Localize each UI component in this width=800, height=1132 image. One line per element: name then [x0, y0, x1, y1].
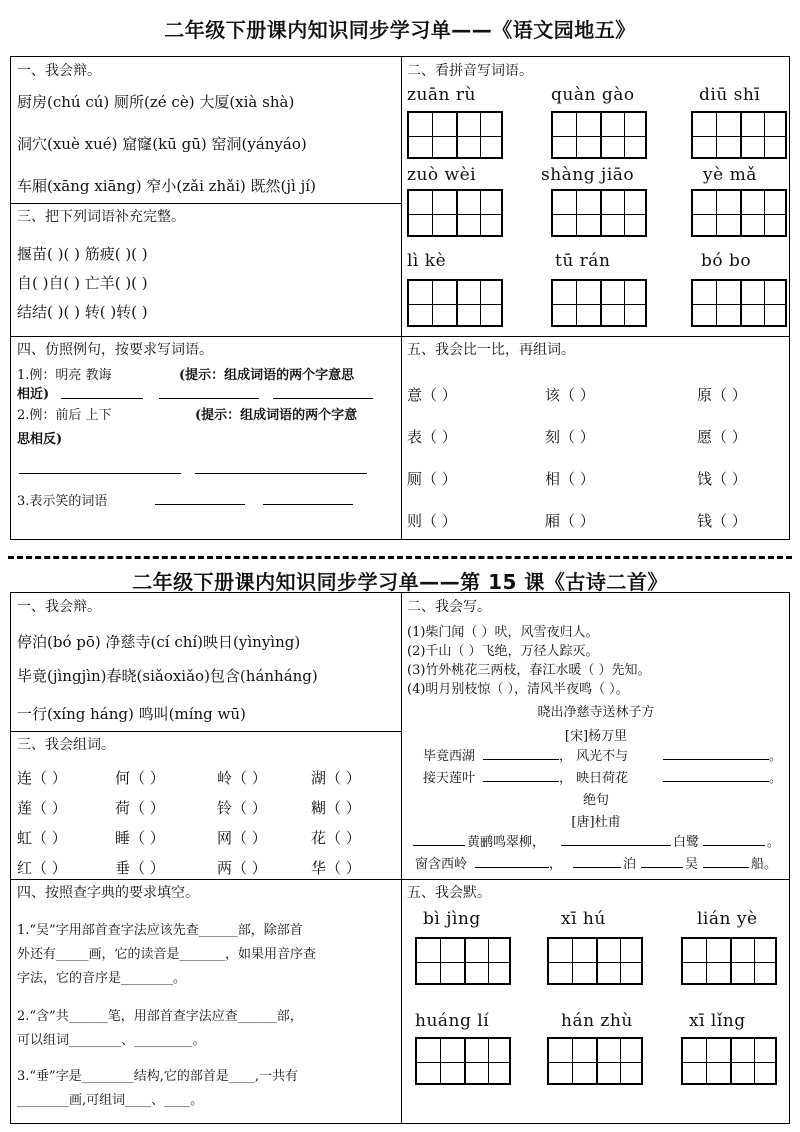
word-item: 红（ ）: [17, 859, 67, 877]
writing-box[interactable]: [415, 1037, 511, 1085]
pronunciation-line: 毕竟(jìngjìn)春晓(siǎoxiǎo)包含(hánháng): [17, 667, 318, 685]
writing-box[interactable]: [551, 111, 647, 159]
example-1: 1.例：明亮 教诲: [17, 368, 112, 383]
pinyin-prompt: tū rán: [555, 251, 611, 271]
poem-line: 黄鹂鸣翠柳，: [467, 835, 546, 850]
poem-line: 窗含西岭: [415, 857, 468, 872]
sheet1-grid: [10, 56, 790, 540]
writing-box[interactable]: [407, 189, 503, 237]
fill-line: 结结( )( ) 转( )转( ): [17, 303, 148, 321]
answer-line[interactable]: [475, 867, 549, 868]
pinyin-prompt: bó bo: [701, 251, 752, 271]
period: 。: [769, 771, 783, 786]
pinyin-prompt: zuān rù: [407, 85, 476, 105]
compare-item: 该（ ）: [545, 386, 595, 404]
poem-line: 船。: [751, 857, 778, 872]
poem-line: 毕竟西湖: [423, 749, 476, 764]
pinyin-prompt: quàn gào: [551, 85, 635, 105]
compare-item: 愿（ ）: [697, 428, 747, 446]
section-heading: 二、我会写。: [407, 599, 491, 615]
compare-item: 相（ ）: [545, 470, 595, 488]
writing-box[interactable]: [407, 111, 503, 159]
compare-item: 刻（ ）: [545, 428, 595, 446]
word-item: 铃（ ）: [217, 799, 267, 817]
sheet1-section-2: [401, 57, 791, 336]
dictionary-question: 1.“吴”字用部首查字法应该先查______部，除部首: [17, 923, 303, 938]
dictionary-question: 2.“含”共______笔，用部首查字法应查______部，: [17, 1009, 303, 1024]
compare-item: 钱（ ）: [697, 512, 747, 530]
period: 。: [769, 749, 783, 764]
word-item: 连（ ）: [17, 769, 67, 787]
writing-box[interactable]: [681, 937, 777, 985]
section-heading: 五、我会比一比，再组词。: [407, 342, 575, 358]
word-item: 湖（ ）: [311, 769, 361, 787]
answer-line[interactable]: [413, 845, 465, 846]
example-2-hint: (提示：组成词语的两个字意: [195, 408, 358, 423]
answer-line[interactable]: [19, 473, 181, 474]
word-item: 垂（ ）: [115, 859, 165, 877]
pronunciation-line: 一行(xíng háng) 鸣叫(míng wū): [17, 705, 246, 723]
period: 。: [767, 835, 781, 850]
pinyin-prompt: lián yè: [697, 909, 758, 929]
compare-item: 厢（ ）: [545, 512, 595, 530]
answer-line[interactable]: [195, 473, 367, 474]
dictionary-question: 3.“垂”字是________结构,它的部首是____,一共有: [17, 1069, 298, 1084]
word-item: 莲（ ）: [17, 799, 67, 817]
cut-line: [8, 556, 792, 559]
answer-line[interactable]: [273, 398, 373, 399]
poem-line: ， 风光不与: [559, 749, 629, 764]
poem-line: 吴: [685, 857, 699, 872]
writing-box[interactable]: [691, 111, 787, 159]
answer-line[interactable]: [483, 759, 559, 760]
pronunciation-line: 洞穴(xuè xué) 窟窿(kū gū) 窑洞(yányáo): [17, 135, 307, 153]
word-item: 两（ ）: [217, 859, 267, 877]
poem-line: 白鹭: [673, 835, 700, 850]
item-3: 3.表示笑的词语: [17, 494, 108, 509]
section-heading: 二、看拼音写词语。: [407, 63, 533, 79]
sheet2-grid: [10, 592, 790, 1124]
writing-box[interactable]: [415, 937, 511, 985]
pinyin-prompt: yè mǎ: [703, 165, 757, 185]
pinyin-prompt: huáng lí: [415, 1011, 490, 1031]
writing-box[interactable]: [691, 279, 787, 327]
section-heading: 四、按照查字典的要求填空。: [17, 885, 199, 901]
poem-title: 晓出净慈寺送林子方: [537, 705, 655, 720]
word-item: 华（ ）: [311, 859, 361, 877]
fill-line: 自( )自( ) 亡羊( )( ): [17, 274, 148, 292]
example-1-hint: 相近): [17, 387, 50, 402]
writing-box[interactable]: [407, 279, 503, 327]
poem-author: [宋]杨万里: [564, 729, 628, 744]
example-2-hint: 思相反): [17, 432, 63, 447]
poem-fill: (1)柴门闻（ ）吠，风雪夜归人。: [407, 625, 599, 640]
pinyin-prompt: bì jìng: [423, 909, 481, 929]
compare-item: 饯（ ）: [697, 470, 747, 488]
answer-line[interactable]: [263, 504, 353, 505]
word-item: 何（ ）: [115, 769, 165, 787]
writing-box[interactable]: [551, 189, 647, 237]
poem-author: [唐]杜甫: [571, 815, 621, 830]
answer-line[interactable]: [573, 867, 621, 868]
compare-item: 则（ ）: [407, 512, 457, 530]
word-item: 糊（ ）: [311, 799, 361, 817]
word-item: 荷（ ）: [115, 799, 165, 817]
answer-line[interactable]: [159, 398, 259, 399]
example-1-hint: (提示：组成词语的两个字意思: [179, 368, 355, 383]
pinyin-prompt: xī hú: [561, 909, 606, 929]
section-heading: 五、我会默。: [407, 885, 491, 901]
pronunciation-line: 车厢(xāng xiāng) 窄小(zǎi zhǎi) 既然(jì jí): [17, 177, 316, 195]
pinyin-prompt: hán zhù: [561, 1011, 633, 1031]
sheet1-section-3: [11, 203, 401, 336]
dictionary-question: ________画,可组词____、____。: [17, 1093, 204, 1108]
word-item: 网（ ）: [217, 829, 267, 847]
sheet2-section-1: [11, 593, 401, 731]
compare-item: 表（ ）: [407, 428, 457, 446]
poem-title: 绝句: [582, 793, 609, 808]
sheet1-section-1: [11, 57, 401, 203]
pinyin-prompt: lì kè: [407, 251, 447, 271]
section-heading: 一、我会辩。: [17, 599, 101, 615]
answer-line[interactable]: [641, 867, 683, 868]
poem-line: 泊: [623, 857, 637, 872]
writing-box[interactable]: [547, 937, 643, 985]
word-item: 花（ ）: [311, 829, 361, 847]
word-item: 虹（ ）: [17, 829, 67, 847]
section-heading: 三、把下列词语补充完整。: [17, 209, 185, 225]
poem-line: ， 映日荷花: [559, 771, 629, 786]
word-item: 岭（ ）: [217, 769, 267, 787]
pinyin-prompt: diū shī: [699, 85, 761, 105]
fill-line: 揠苗( )( ) 筋疲( )( ): [17, 245, 148, 263]
dictionary-question: 外还有_____画，它的读音是_______，如果用音序查: [17, 947, 317, 962]
answer-line[interactable]: [663, 781, 769, 782]
word-item: 睡（ ）: [115, 829, 165, 847]
pinyin-prompt: xī lǐng: [689, 1011, 746, 1031]
sheet2-section-3: [11, 731, 401, 879]
poem-fill: (2)千山（ ）飞绝，万径人踪灭。: [407, 644, 599, 659]
section-heading: 三、我会组词。: [17, 737, 115, 753]
answer-line[interactable]: [155, 504, 245, 505]
sheet1-section-4: [11, 336, 401, 541]
sheet2-section-2: [401, 593, 791, 879]
answer-line[interactable]: [703, 845, 765, 846]
example-2: 2.例：前后 上下: [17, 408, 112, 423]
answer-line[interactable]: [561, 845, 671, 846]
poem-line: 接天莲叶: [423, 771, 476, 786]
section-heading: 一、我会辩。: [17, 63, 101, 79]
answer-line[interactable]: [483, 781, 559, 782]
section-heading: 四、仿照例句，按要求写词语。: [17, 342, 213, 358]
pronunciation-line: 厨房(chú cú) 厕所(zé cè) 大厦(xià shà): [17, 93, 295, 111]
poem-fill: (3)竹外桃花三两枝，春江水暖（ ）先知。: [407, 663, 651, 678]
pinyin-prompt: shàng jiāo: [541, 165, 635, 185]
compare-item: 原（ ）: [697, 386, 747, 404]
comma: ，: [549, 857, 563, 872]
compare-item: 意（ ）: [407, 386, 457, 404]
poem-fill: (4)明月别枝惊（ ），清风半夜鸣（ ）。: [407, 682, 629, 697]
sheet2-section-4: [11, 879, 401, 1125]
answer-line[interactable]: [663, 759, 769, 760]
sheet2-section-5: [401, 879, 791, 1125]
pinyin-prompt: zuò wèi: [407, 165, 477, 185]
writing-box[interactable]: [681, 1037, 777, 1085]
sheet1-title: 二年级下册课内知识同步学习单——《语文园地五》: [164, 18, 636, 42]
answer-line[interactable]: [703, 867, 749, 868]
pronunciation-line: 停泊(bó pō) 净慈寺(cí chí)映日(yìnyìng): [17, 633, 301, 651]
sheet1-section-5: [401, 336, 791, 541]
dictionary-question: 可以组词________、_________。: [17, 1033, 206, 1048]
sheet2-title: 二年级下册课内知识同步学习单——第 15 课《古诗二首》: [132, 570, 668, 594]
dictionary-question: 字法，它的音序是________。: [17, 971, 187, 986]
compare-item: 厕（ ）: [407, 470, 457, 488]
answer-line[interactable]: [61, 398, 143, 399]
writing-box[interactable]: [547, 1037, 643, 1085]
writing-box[interactable]: [551, 279, 647, 327]
writing-box[interactable]: [691, 189, 787, 237]
